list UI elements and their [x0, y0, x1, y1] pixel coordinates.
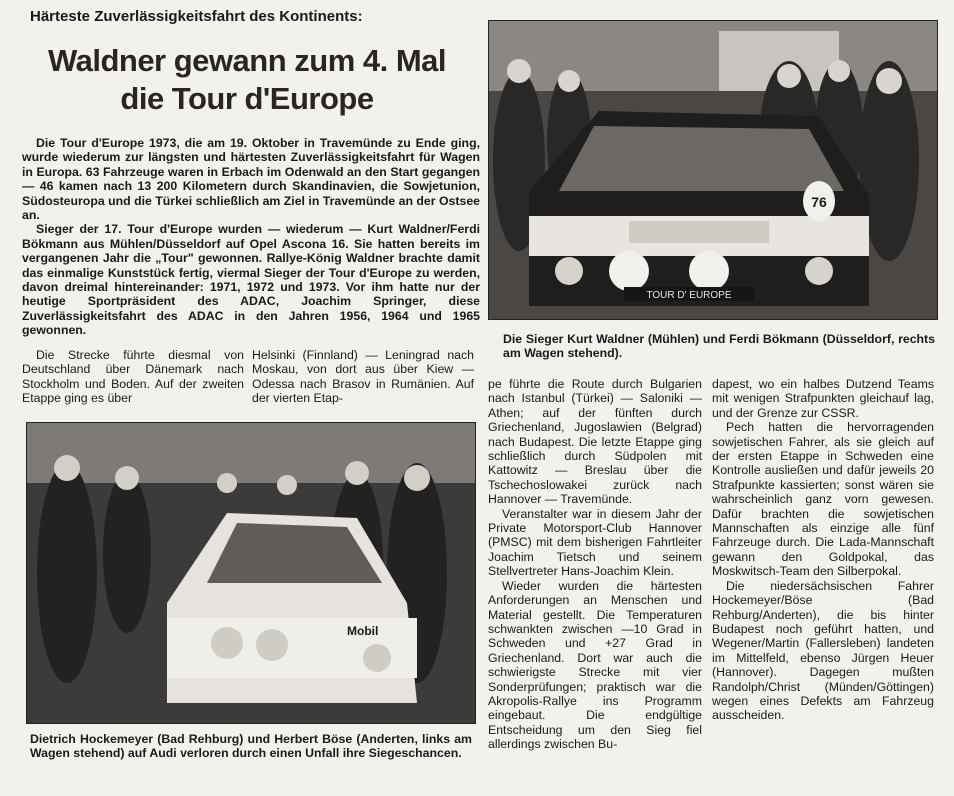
column-1-paragraph: Die Strecke führte diesmal von Deutschland über Dänemark nach Stockholm und Boden. Auf der zweiten Etappe ging es über — [22, 348, 244, 406]
audi-car-logo: Mobil — [347, 624, 379, 638]
winner-car-number: 76 — [811, 194, 827, 210]
lead-paragraph: Die Tour d'Europe 1973, die am 19. Oktober in Travemünde zu Ende ging, wurde wiederum zur längsten und härtesten Zuverlässigkeitsfahrt für Wagen in Europa. 63 Fahrzeuge waren in Erbach im Odenwald an den Start gegangen — 46 kamen nach 13 200 Kilometern durch Skandinavien, die Sowjetunion, Südosteuropa und die Türkei schließlich am Ziel in Travemünde an der Ostsee an. — [22, 136, 480, 223]
column-3-paragraph-2: Veranstalter war in diesem Jahr der Private Motorsport-Club Hannover (PMSC) mit dem bisherigen Fahrtleiter Joachim Tietsch und seinem Stellvertreter Hans-Joachim Klein. — [488, 506, 702, 579]
article-column-4 — [712, 377, 934, 723]
photo-winners-illustration — [489, 21, 937, 319]
photo-audi-illustration — [27, 423, 475, 723]
photo-winners-caption: Die Sieger Kurt Waldner (Mühlen) und Ferdi Bökmann (Düsseldorf, rechts am Wagen stehend). — [503, 332, 935, 361]
column-4-paragraph-1: dapest, wo ein halbes Dutzend Teams mit wenigen Strafpunkten gleichauf lag, und der Grenze zur CSSR. — [712, 377, 934, 420]
lead-block — [22, 136, 480, 338]
column-4-paragraph-3: Die niedersächsischen Fahrer Hockemeyer/Böse (Bad Rehburg/Anderten), die bis hinter Budapest noch geführt hatten, und Wegener/Martin (Fallersleben) landeten im Mittelfeld, ebenso Jürgen Heuer (Hannover). Dagegen mußten Randolph/Christ (Münden/Göttingen) wegen eines Defekts am Fahrzeug ausscheiden. — [712, 578, 934, 723]
winner-car-plate: TOUR D' EUROPE — [646, 290, 732, 301]
photo-audi — [26, 422, 476, 724]
article-column-1 — [22, 348, 244, 406]
headline-line-2: die Tour d'Europe — [120, 81, 374, 116]
column-2-paragraph: Helsinki (Finnland) — Leningrad nach Moskau, von dort aus über Kiew — Odessa nach Brasov in Rumänien. Auf der vierten Etap- — [252, 348, 474, 406]
column-3-paragraph-3: Wieder wurden die härtesten Anforderungen an Menschen und Material gestellt. Die Temperaturen schwankten zwischen —10 Grad in Schweden und +27 Grad in Griechenland. Dort war auch die schwierigste Strecke mit vier Sonderprüfungen; praktisch war die Akropolis-Rallye ins Programm eingebaut. Die endgültige Entscheidung um den Sieg fiel allerdings zwischen Bu- — [488, 578, 702, 752]
photo-winners — [488, 20, 938, 320]
article-column-2 — [252, 348, 474, 406]
column-3-paragraph-1: pe führte die Route durch Bulgarien nach Istanbul (Türkei) — Saloniki — Athen; auf der fünften durch Griechenland, Jugoslawien (Belgrad) nach Budapest. Die letzte Etappe ging schließlich durch Südpolen mit Kattowitz — Breslau über die Tschechoslowakei zurück nach Hannover — Travemünde. — [488, 377, 702, 507]
lead-paragraph-2: Sieger der 17. Tour d'Europe wurden — wiederum — Kurt Waldner/Ferdi Bökmann aus Mühlen/Düsseldorf auf Opel Ascona 16. Sie hatten bereits im vergangenen Jahr die „Tour" gewonnen. Rallye-König Waldner brachte damit das einmalige Kunststück fertig, viermal Sieger der Tour d'Europe zu werden, davon dreimal hintereinander: 1971, 1972 und 1973. Vor ihm hatte nur der heutige Sportpräsident des ADAC, Joachim Springer, diese Zuverlässigkeitsfahrt des ADAC in den Jahren 1956, 1964 und 1965 gewonnen. — [22, 222, 480, 338]
article-headline — [22, 42, 472, 118]
photo-audi-caption: Dietrich Hockemeyer (Bad Rehburg) und Herbert Böse (Anderten, links am Wagen stehend) auf Audi verloren durch einen Unfall ihre Siegeschancen. — [30, 732, 472, 761]
article-column-3 — [488, 377, 702, 752]
column-4-paragraph-2: Pech hatten die hervorragenden sowjetischen Fahrer, als sie gleich auf der ersten Etappe in Schweden eine Kontrolle ausließen und dafür jeweils 20 Strafpunkte kassierten; sonst wären sie wahrscheinlich ganz vorn gewesen. Dafür brachten die sowjetischen Mannschaften als einzige alle fünf Fahrzeuge durch. Die Lada-Mannschaft gewann den Goldpokal, das Moskwitsch-Team den Silberpokal. — [712, 420, 934, 579]
article-kicker: Härteste Zuverlässigkeitsfahrt des Kontinents: — [30, 8, 363, 25]
headline-line-1: Waldner gewann zum 4. Mal — [47, 43, 447, 78]
